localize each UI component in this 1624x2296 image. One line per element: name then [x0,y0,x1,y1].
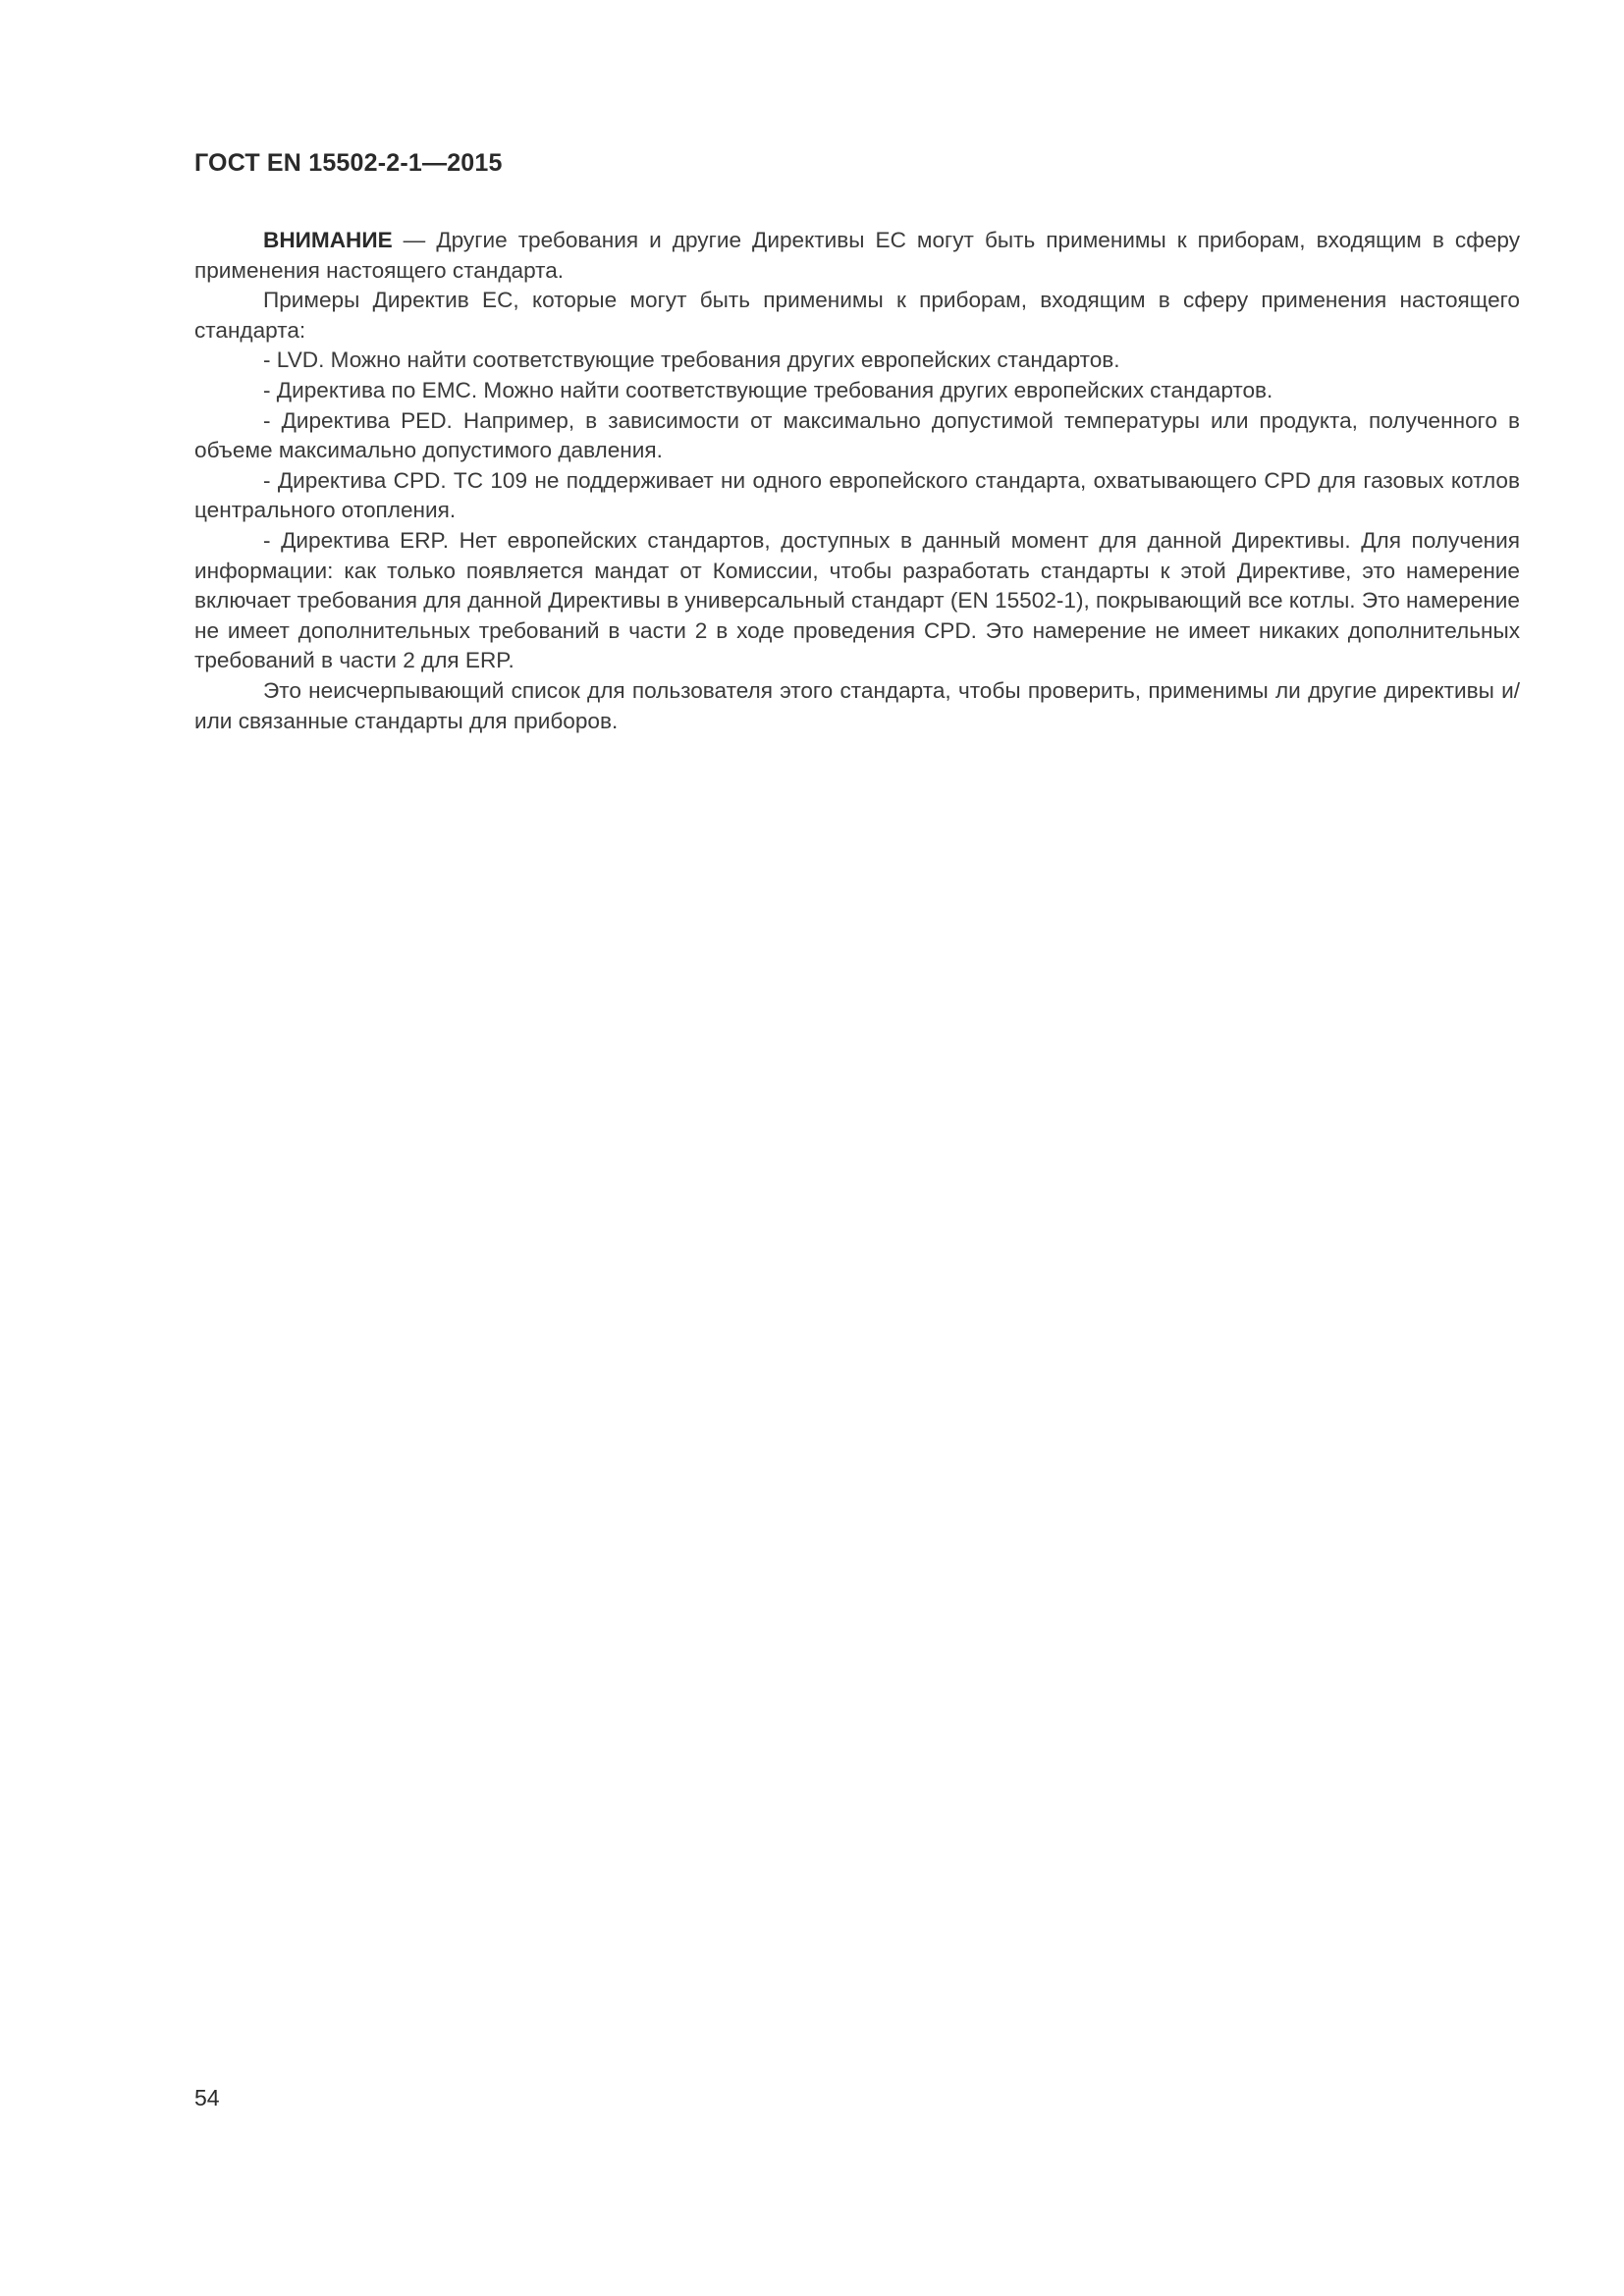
examples-intro-paragraph: Примеры Директив ЕС, которые могут быть применимы к приборам, входящим в сферу применения настоящего стандарта: [194,288,1520,343]
note-lead: ВНИМАНИЕ [263,228,393,252]
closing-paragraph: Это неисчерпывающий список для пользователя этого стандарта, чтобы проверить, применимы ли другие директивы и/или связанные стандарты для приборов. [194,677,1520,733]
list-item-emc: - Директива по EMC. Можно найти соответствующие требования других европейских стандартов. [263,377,1273,402]
list-item-lvd: - LVD. Можно найти соответствующие требования других европейских стандартов. [263,347,1120,373]
page-number: 54 [194,2085,220,2110]
note-text: — Другие требования и другие Директивы ЕС могут быть применимы к приборам, входящим в сферу применения настоящего стандарта. [194,228,1520,283]
document-code-header: ГОСТ EN 15502-2-1—2015 [194,149,503,177]
note-paragraph [194,226,1520,286]
list-item-ped: - Директива PED. Например, в зависимости от максимально допустимой температуры или продукта, полученного в объеме максимально допустимого давления. [194,407,1520,463]
list-item-erp: - Директива ERP. Нет европейских стандартов, доступных в данный момент для данной Директивы. Для получения информации: как только появляется мандат от Комиссии, чтобы разработать стандарты к этой Директиве, это намерение включает требования для данной Директивы в универсальный стандарт (EN 15502-1), покрывающий все котлы. Это намерение не имеет дополнительных требований в части 2 в ходе проведения CPD. Это намерение не имеет никаких дополнительных требований в части 2 для ERP. [194,527,1520,673]
body-text [194,226,1520,736]
list-item-cpd: - Директива CPD. ТС 109 не поддерживает ни одного европейского стандарта, охватывающего CPD для газовых котлов центрального отопления. [194,467,1520,523]
